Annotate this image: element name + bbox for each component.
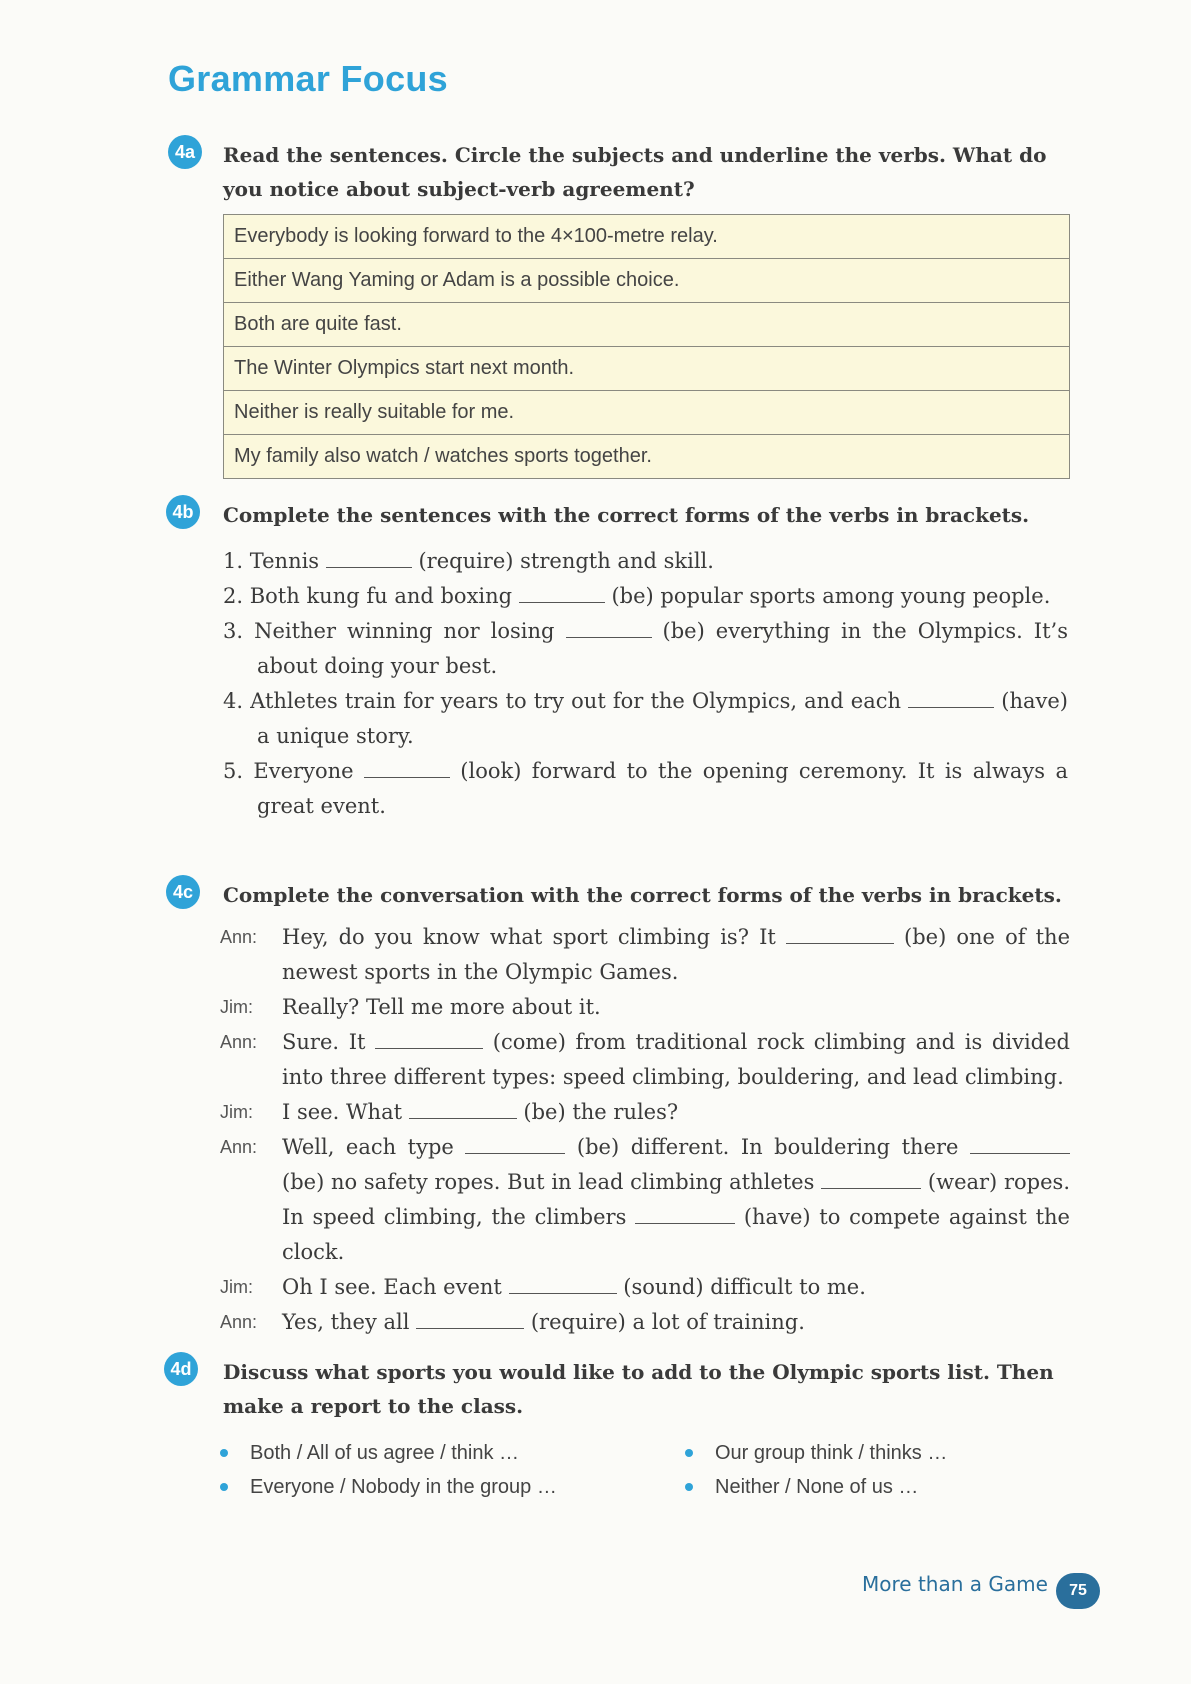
table-row: Both are quite fast. [224, 303, 1070, 347]
answer-blank[interactable] [970, 1133, 1070, 1154]
section-badge-4b: 4b [166, 495, 200, 529]
bullet-icon [685, 1483, 693, 1491]
table-row: The Winter Olympics start next month. [224, 347, 1070, 391]
speaker-label: Jim: [220, 997, 253, 1017]
speaker-label: Ann: [220, 927, 258, 947]
answer-blank[interactable] [908, 687, 994, 708]
answer-blank[interactable] [519, 582, 605, 603]
bullet-icon [220, 1483, 228, 1491]
answer-blank[interactable] [509, 1273, 617, 1294]
answer-blank[interactable] [566, 617, 652, 638]
answer-blank[interactable] [821, 1168, 921, 1189]
speaker-label: Ann: [220, 1032, 258, 1052]
list-item: Our group think / thinks … [685, 1436, 947, 1470]
list-item: 2. Both kung fu and boxing (be) popular sports among young people. [223, 584, 1051, 608]
answer-blank[interactable] [326, 547, 412, 568]
table-row: My family also watch / watches sports together. [224, 435, 1070, 479]
page-number: 75 [1056, 1573, 1100, 1609]
list-item: 5. Everyone (look) forward to the opening ceremony. It is always a great event. [223, 759, 1068, 818]
answer-blank[interactable] [416, 1308, 524, 1329]
speaker-label: Jim: [220, 1277, 253, 1297]
dialog-turn: Ann: Hey, do you know what sport climbing is? It (be) one of the newest sports in the Olympic Games. [220, 920, 1070, 990]
dialog-turn: Jim: Really? Tell me more about it. [220, 990, 1070, 1025]
answer-blank[interactable] [786, 923, 894, 944]
answer-blank[interactable] [635, 1203, 735, 1224]
phrase-list-right [685, 1436, 947, 1504]
table-row: Everybody is looking forward to the 4×100-metre relay. [224, 215, 1070, 259]
speaker-label: Ann: [220, 1312, 258, 1332]
unit-title: More than a Game [862, 1572, 1048, 1596]
list-item: Both / All of us agree / think … [220, 1436, 557, 1470]
exercise-list-4b [223, 544, 1068, 824]
answer-blank[interactable] [409, 1098, 517, 1119]
instruction-4c: Complete the conversation with the correct forms of the verbs in brackets. [223, 883, 1062, 907]
dialog-turn: Ann: Sure. It (come) from traditional rock climbing and is divided into three different types: speed climbing, bouldering, and lead climbing. [220, 1025, 1070, 1095]
instruction-4d: Discuss what sports you would like to add to the Olympic sports list. Then make a report to the class. [223, 1360, 1054, 1418]
speaker-label: Ann: [220, 1137, 258, 1157]
speaker-label: Jim: [220, 1102, 253, 1122]
bullet-icon [685, 1449, 693, 1457]
page-title: Grammar Focus [168, 58, 448, 99]
dialog-turn: Ann: Yes, they all (require) a lot of training. [220, 1305, 1070, 1340]
table-row: Either Wang Yaming or Adam is a possible choice. [224, 259, 1070, 303]
answer-blank[interactable] [375, 1028, 483, 1049]
answer-blank[interactable] [465, 1133, 565, 1154]
dialog-turn: Ann: Well, each type (be) different. In bouldering there (be) no safety ropes. But in lead climbing athletes (wear) ropes. In speed climbing, the climbers (have) to compete against the clock. [220, 1130, 1070, 1270]
list-item: Everyone / Nobody in the group … [220, 1470, 557, 1504]
dialog-turn: Jim: I see. What (be) the rules? [220, 1095, 1070, 1130]
phrase-list-left [220, 1436, 557, 1504]
table-row: Neither is really suitable for me. [224, 391, 1070, 435]
section-badge-4d: 4d [164, 1352, 198, 1386]
answer-blank[interactable] [364, 757, 450, 778]
sentence-table [223, 214, 1070, 479]
list-item: 1. Tennis (require) strength and skill. [223, 549, 714, 573]
section-badge-4c: 4c [166, 875, 200, 909]
list-item: Neither / None of us … [685, 1470, 947, 1504]
conversation [220, 920, 1070, 1340]
dialog-turn: Jim: Oh I see. Each event (sound) difficult to me. [220, 1270, 1070, 1305]
bullet-icon [220, 1449, 228, 1457]
instruction-4b: Complete the sentences with the correct forms of the verbs in brackets. [223, 503, 1030, 527]
list-item: 3. Neither winning nor losing (be) everything in the Olympics. It’s about doing your best. [223, 619, 1068, 678]
instruction-4a: Read the sentences. Circle the subjects and underline the verbs. What do you notice about subject-verb agreement? [223, 143, 1047, 201]
list-item: 4. Athletes train for years to try out for the Olympics, and each (have) a unique story. [223, 689, 1068, 748]
section-badge-4a: 4a [168, 135, 202, 169]
